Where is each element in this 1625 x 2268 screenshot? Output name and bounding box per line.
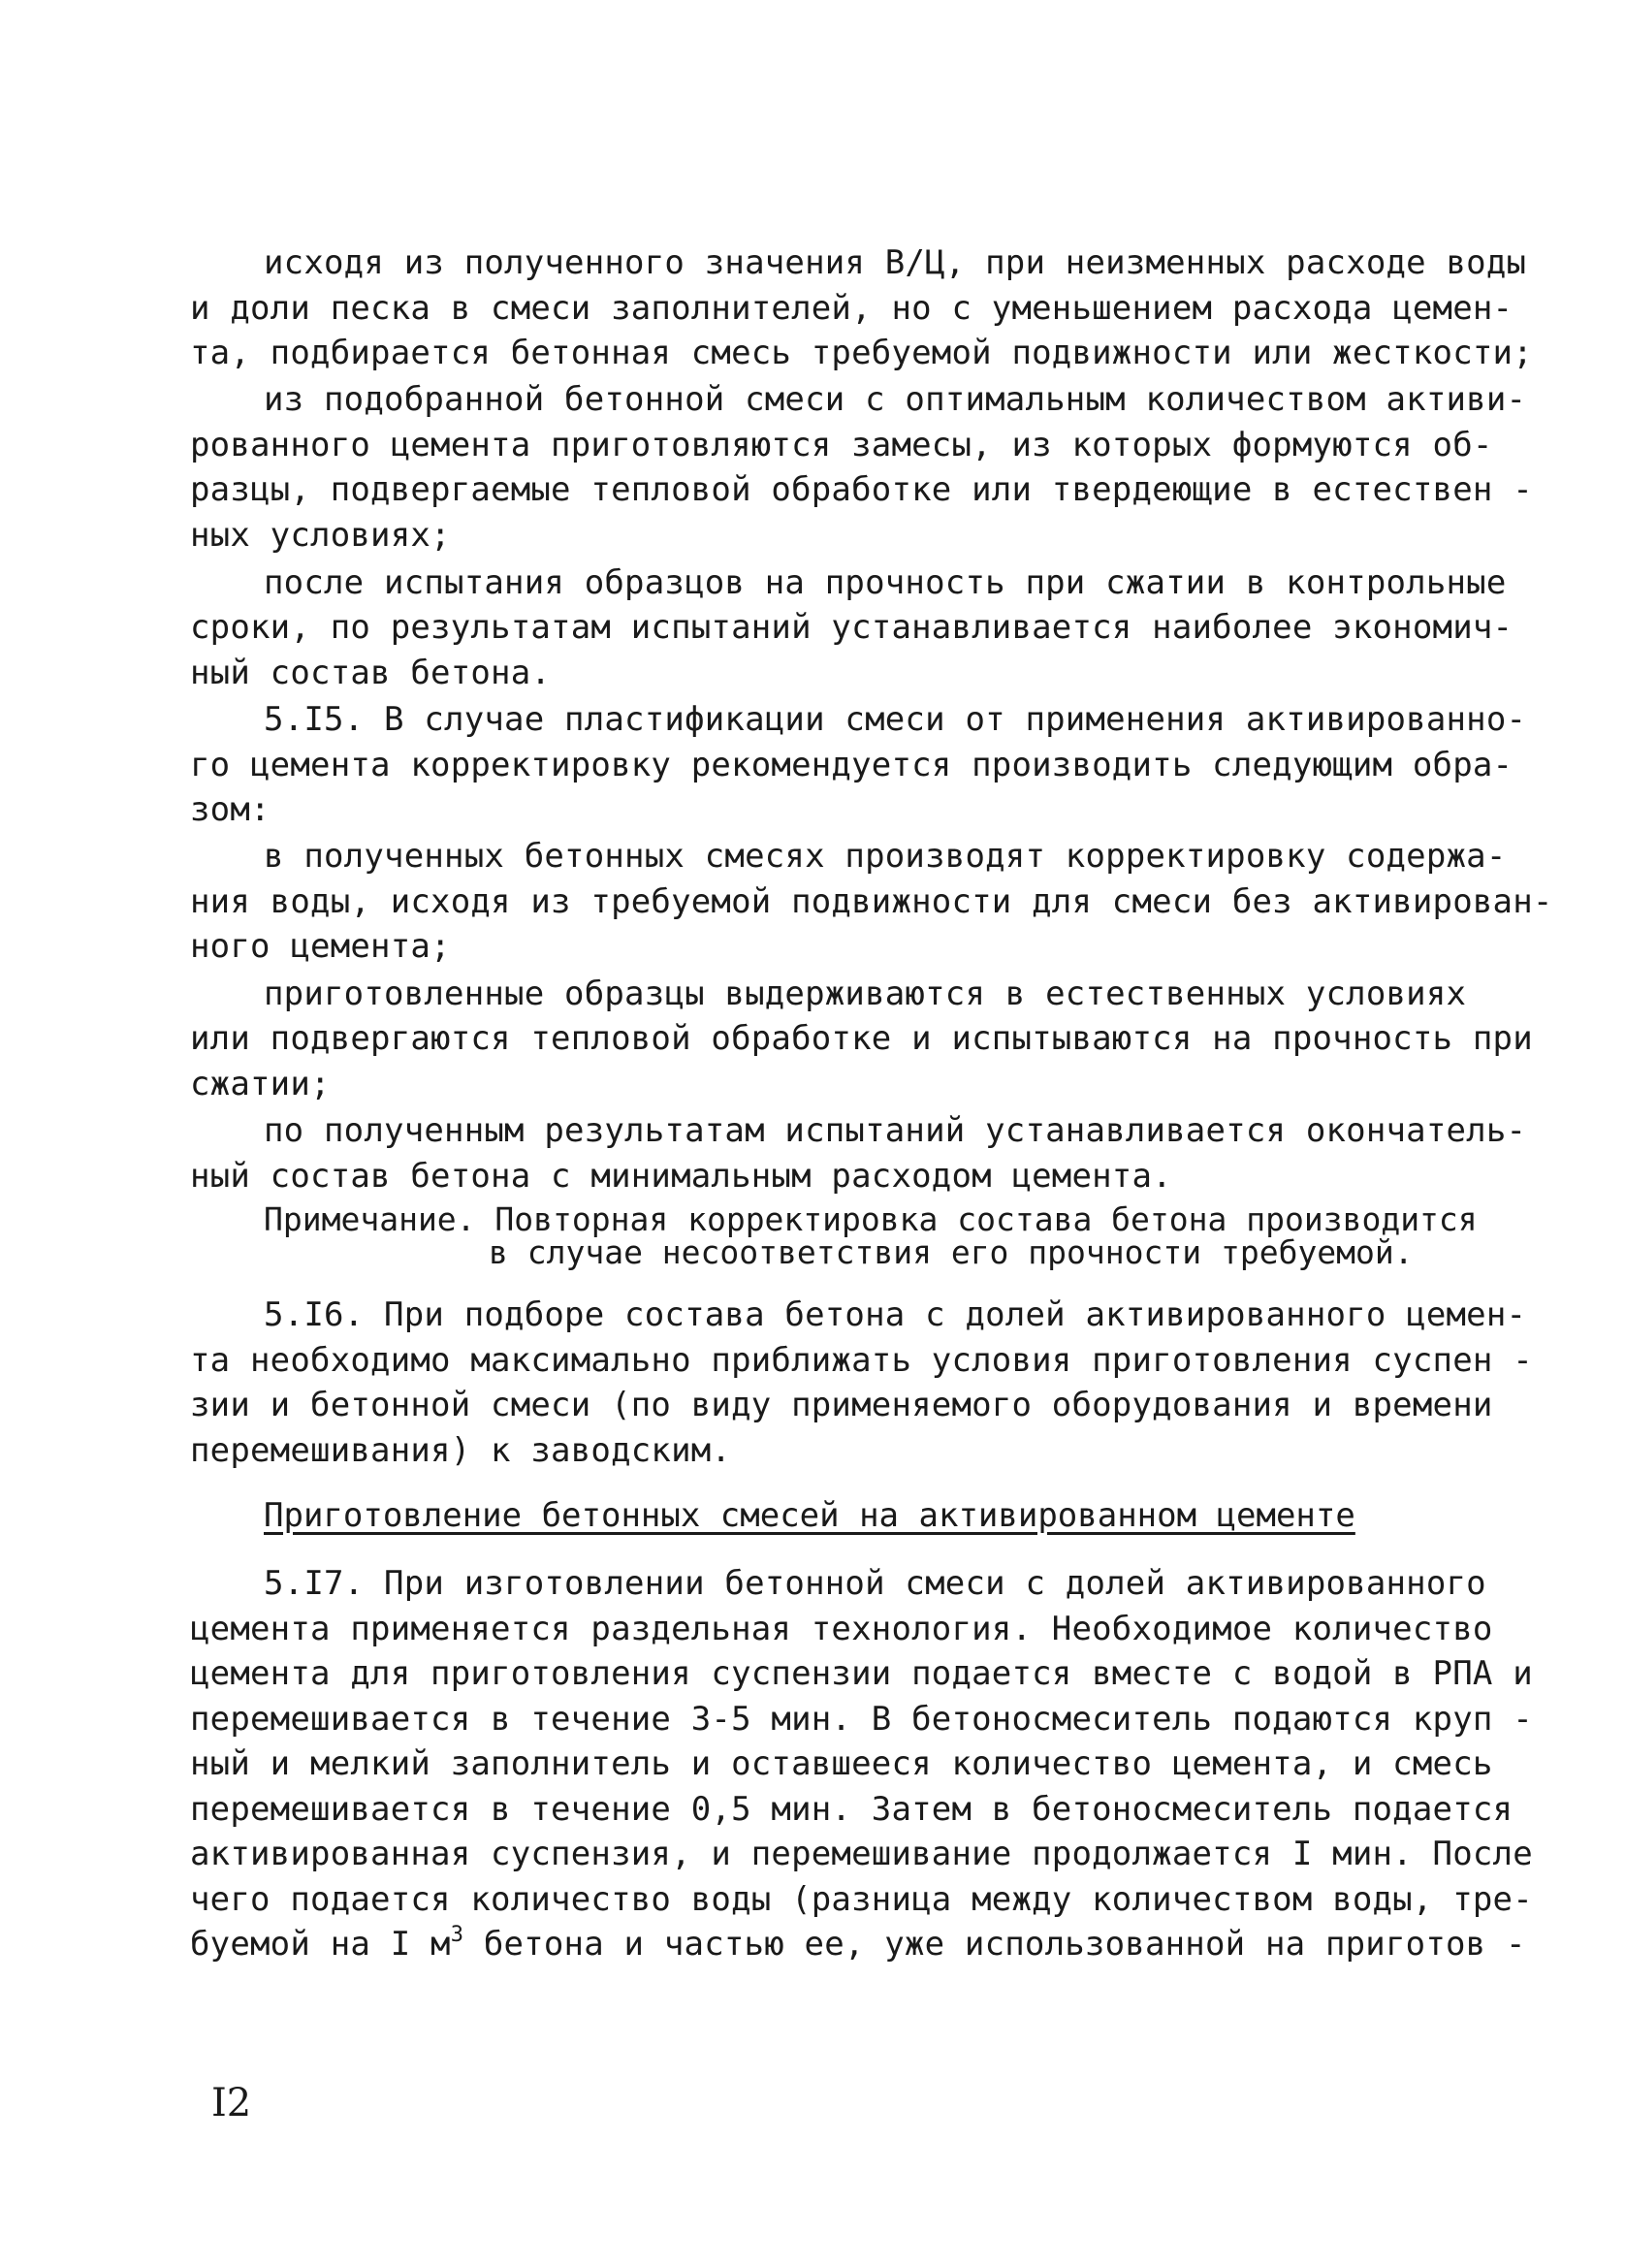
- text-fragment: бетона и частью ее, уже использованной на приготов -: [463, 1925, 1526, 1964]
- text-line: чего подается количество воды (разница между количеством воды, тре-: [190, 1880, 1533, 1919]
- text-line: после испытания образцов на прочность при сжатии в контрольные: [264, 563, 1507, 602]
- text-line: зом:: [190, 790, 271, 829]
- superscript: 3: [450, 1923, 464, 1947]
- text-line: перемешивается в течение 3-5 мин. В бетоносмеситель подаются круп -: [190, 1700, 1533, 1739]
- text-line: рованного цемента приготовляются замесы, из которых формуются об-: [190, 426, 1493, 464]
- text-line: ный состав бетона с минимальным расходом цемента.: [190, 1157, 1172, 1196]
- text-line: цемента применяется раздельная технология. Необходимое количество: [190, 1610, 1493, 1648]
- note-line: Примечание. Повторная корректировка состава бетона производится: [264, 1200, 1478, 1238]
- text-line: ния воды, исходя из требуемой подвижности для смеси без активирован-: [190, 882, 1553, 921]
- text-line: 5.I7. При изготовлении бетонной смеси с долей активированного: [264, 1564, 1486, 1603]
- text-line: ный и мелкий заполнитель и оставшееся количество цемента, и смесь: [190, 1744, 1493, 1783]
- text-line: ного цемента;: [190, 927, 451, 966]
- text-line: исходя из полученного значения В/Ц, при неизменных расходе воды: [264, 243, 1527, 282]
- text-line: или подвергаются тепловой обработке и испытываются на прочность при: [190, 1019, 1533, 1058]
- section-heading: Приготовление бетонных смесей на активированном цементе: [264, 1496, 1355, 1535]
- text-line: перемешивания) к заводским.: [190, 1431, 732, 1470]
- text-line: цемента для приготовления суспензии подается вместе с водой в РПА и: [190, 1654, 1533, 1693]
- text-fragment: буемой на I м: [190, 1925, 451, 1964]
- text-line: и доли песка в смеси заполнителей, но с уменьшением расхода цемен-: [190, 289, 1513, 328]
- page-number: I2: [211, 2081, 252, 2125]
- text-line: 5.I6. При подборе состава бетона с долей активированного цемен-: [264, 1295, 1527, 1334]
- text-line: [190, 1922, 1526, 1966]
- text-line: та, подбирается бетонная смесь требуемой подвижности или жесткости;: [190, 334, 1533, 372]
- text-line: в полученных бетонных смесях производят корректировку содержа-: [264, 837, 1507, 876]
- text-line: активированная суспензия, и перемешивание продолжается I мин. После: [190, 1835, 1533, 1873]
- text-line: сроки, по результатам испытаний устанавливается наиболее экономич-: [190, 608, 1513, 647]
- text-line: ных условиях;: [190, 516, 451, 555]
- text-line: го цемента корректировку рекомендуется производить следующим обра-: [190, 746, 1513, 784]
- text-line: из подобранной бетонной смеси с оптимальным количеством активи-: [264, 380, 1527, 419]
- text-line: сжатии;: [190, 1065, 331, 1103]
- text-line: приготовленные образцы выдерживаются в естественных условиях: [264, 974, 1467, 1013]
- text-line: ный состав бетона.: [190, 654, 552, 692]
- text-line: та необходимо максимально приближать условия приготовления суспен -: [190, 1341, 1533, 1380]
- note-line: в случае несоответствия его прочности требуемой.: [489, 1233, 1414, 1271]
- text-line: зии и бетонной смеси (по виду применяемого оборудования и времени: [190, 1386, 1493, 1424]
- text-line: 5.I5. В случае пластификации смеси от применения активированно-: [264, 700, 1527, 739]
- text-line: перемешивается в течение 0,5 мин. Затем в бетоносмеситель подается: [190, 1790, 1513, 1829]
- text-line: по полученным результатам испытаний устанавливается окончатель-: [264, 1111, 1527, 1150]
- text-line: разцы, подвергаемые тепловой обработке или твердеющие в естествен -: [190, 470, 1533, 509]
